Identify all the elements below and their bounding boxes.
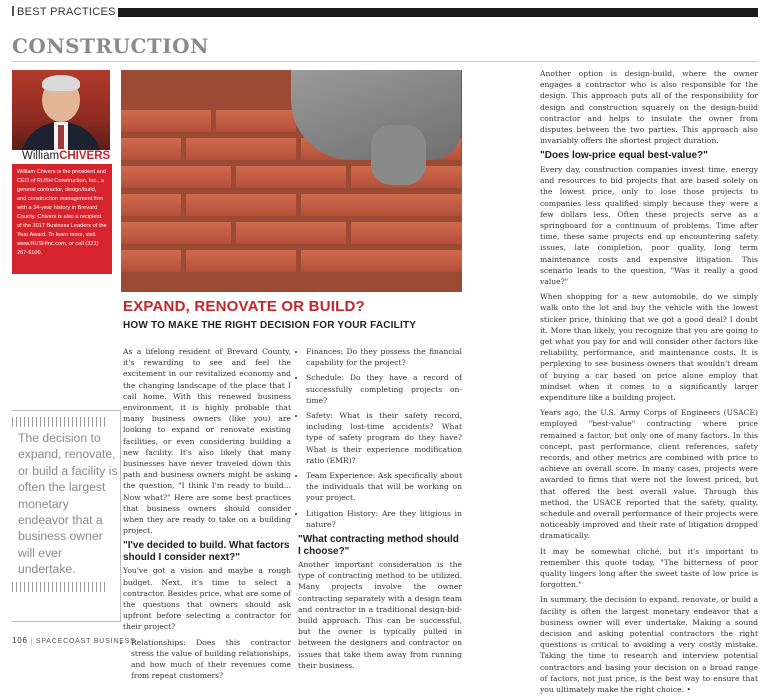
paragraph: Years ago, the U.S. Army Corps of Engineers (USACE) employed "best-value" contracting where price remained a factor, but only one of many factors. In this concept, past performance, client references, safety records, and other metrics are combined with price to achieve an overall score. In many cases, projects were awarded to firms that were not the lowest priced, but that offered the best overall value. Through this method, the USACE reported that the safety, quality, schedule and overall performance of their projects were noticeably improved and their rate of litigation dropped dramatically. [540, 408, 758, 541]
article-column-3 [540, 68, 758, 699]
publication-name: SPACECOAST BUSINESS [35, 638, 136, 645]
article-subhead: HOW TO MAKE THE RIGHT DECISION FOR YOUR FACILITY [123, 320, 417, 331]
paragraph: When shopping for a new automobile, do we simply walk onto the lot and buy the vehicle with the lowest sticker price, thinking that we got a good deal? I doubt it. More than likely, you recognize that you are going to get what you pay for and will consider other factors like reliability, performance, and maintenance costs. It is perplexing to see business owners that wouldn't dream of buying a car based on price alone employ that mindset when it comes to a significantly larger expenditure like a building project. [540, 292, 758, 402]
page-footer: 106 | SPACECOAST BUSINESS [12, 636, 136, 645]
author-last-name: CHIVERS [59, 150, 111, 162]
article-column-2 [298, 346, 462, 675]
author-first-name: William [22, 150, 60, 162]
header-rule [118, 8, 758, 17]
paragraph: In summary, the decision to expand, renovate, or build a facility is often the largest monetary endeavor that a business owner will ever undertake. Making a sound decision and asking potential contractors the right questions is critical to avoiding a very costly mistake. Taking the time to research and interview potential contractors and basing your decision on a broad range of factors, not just price, is the best way to ensure that you ultimately make the right choice. • [540, 595, 758, 695]
pullquote-rule-bottom [12, 582, 108, 592]
paragraph: As a lifelong resident of Brevard County, it's rewarding to see and feel the excitement in our revitalized economy and the changing landscape of the place that I call home. With this renewed business environment, it is highly probable that many business owners (like you) are looking to expand or renovate existing facilities, or even considering building a new facility. It's also likely that many businesses have never traveled down this path and business owners might be asking the question, "I think I'm ready to build... Now what?" Here are some best practices that business owners should consider when they are ready to take on a building project. [123, 347, 291, 536]
list-item: • Team Experience: Ask specifically about the individuals that will be working on your project. [306, 470, 462, 504]
pullquote-text: The decision to expand, renovate, or build a facility is often the largest monetary endeavor that a business owner will ever undertake. [18, 431, 118, 577]
paragraph: You've got a vision and maybe a rough budget. Next, it's time to select a contractor. Besides price, what are some of the questions that owners should ask upfront before selecting a contractor for their project? [123, 566, 291, 632]
paragraph: It may be somewhat cliché, but it's important to remember this quote today, "The bitterness of poor quality lingers long after the sweet taste of low price is forgotten." [540, 546, 758, 590]
page-title: CONSTRUCTION [12, 34, 209, 58]
section-label-text: BEST PRACTICES [17, 6, 116, 18]
criteria-list [123, 637, 291, 682]
article-column-1 [123, 346, 291, 685]
pullquote-rule-top [12, 417, 108, 427]
paragraph: Another important consideration is the type of contracting method to be utilized. Many projects involve the owner contracting separately with a design team and contractor in a traditional design-bid-build approach. This can be successful, but the owner is typically pulled in between the designers and contractor on issues that take them away from running their business. [298, 560, 462, 670]
paragraph: Every day, construction companies invest time, energy and resources to bid projects that are based solely on the lowest price, only to lose those projects to companies less qualified simply because they were a few dollars less. Often these projects serve as a springboard for a continuum of problems. Time after time, these same projects end up encountering safety issues, late completion, poor quality, long term maintenance costs and expensive litigation. This scenario leads to the question, "Was it really a good value?" [540, 164, 758, 286]
title-divider [12, 61, 758, 62]
paragraph: Another option is design-build, where the owner engages a contractor who is also responsible for the design. This approach puts all of the responsibility for design and construction squarely on the design-build contractor and helps to insulate the owner from disputes between the two parties. This approach also invariably offers the shortest project duration. [540, 69, 758, 146]
section-label [12, 6, 116, 18]
criteria-list [298, 346, 462, 530]
list-item: • Safety: What is their safety record, including lost-time accidents? What type of safety program do they have? What is their experience modification ratio (EMR)? [306, 410, 462, 466]
section-heading: "Does low-price equal best-value?" [540, 150, 708, 162]
hero-photo [121, 70, 462, 292]
section-heading: "What contracting method should I choose?" [298, 534, 459, 557]
page-number: 106 [12, 636, 28, 645]
list-item: • Finances: Do they possess the financial capability for the project? [306, 346, 462, 368]
list-item: • Relationships: Does this contractor stress the value of building relationships, and how much of their revenues come from repeat customers? [131, 637, 291, 682]
author-bio: William Chivers is the president and CEO of RUSH Construction, Inc., a general contractor, design/build, and construction management firm with a 34-year history in Brevard County. Chivers is also a recipient of the 2017 Business Leaders of the Year Award. To learn more, visit www.RUSHInc.com, or call (321) 267-6100. [12, 164, 112, 274]
pullquote [12, 417, 118, 617]
author-photo [12, 70, 110, 150]
list-item: • Schedule: Do they have a record of successfully completing projects on-time? [306, 372, 462, 406]
article-headline: EXPAND, RENOVATE OR BUILD? [123, 298, 365, 315]
author-name [22, 150, 110, 162]
list-item: • Litigation History: Are they litigious in nature? [306, 508, 462, 530]
section-heading: "I've decided to build. What factors should I consider next?" [123, 540, 290, 563]
